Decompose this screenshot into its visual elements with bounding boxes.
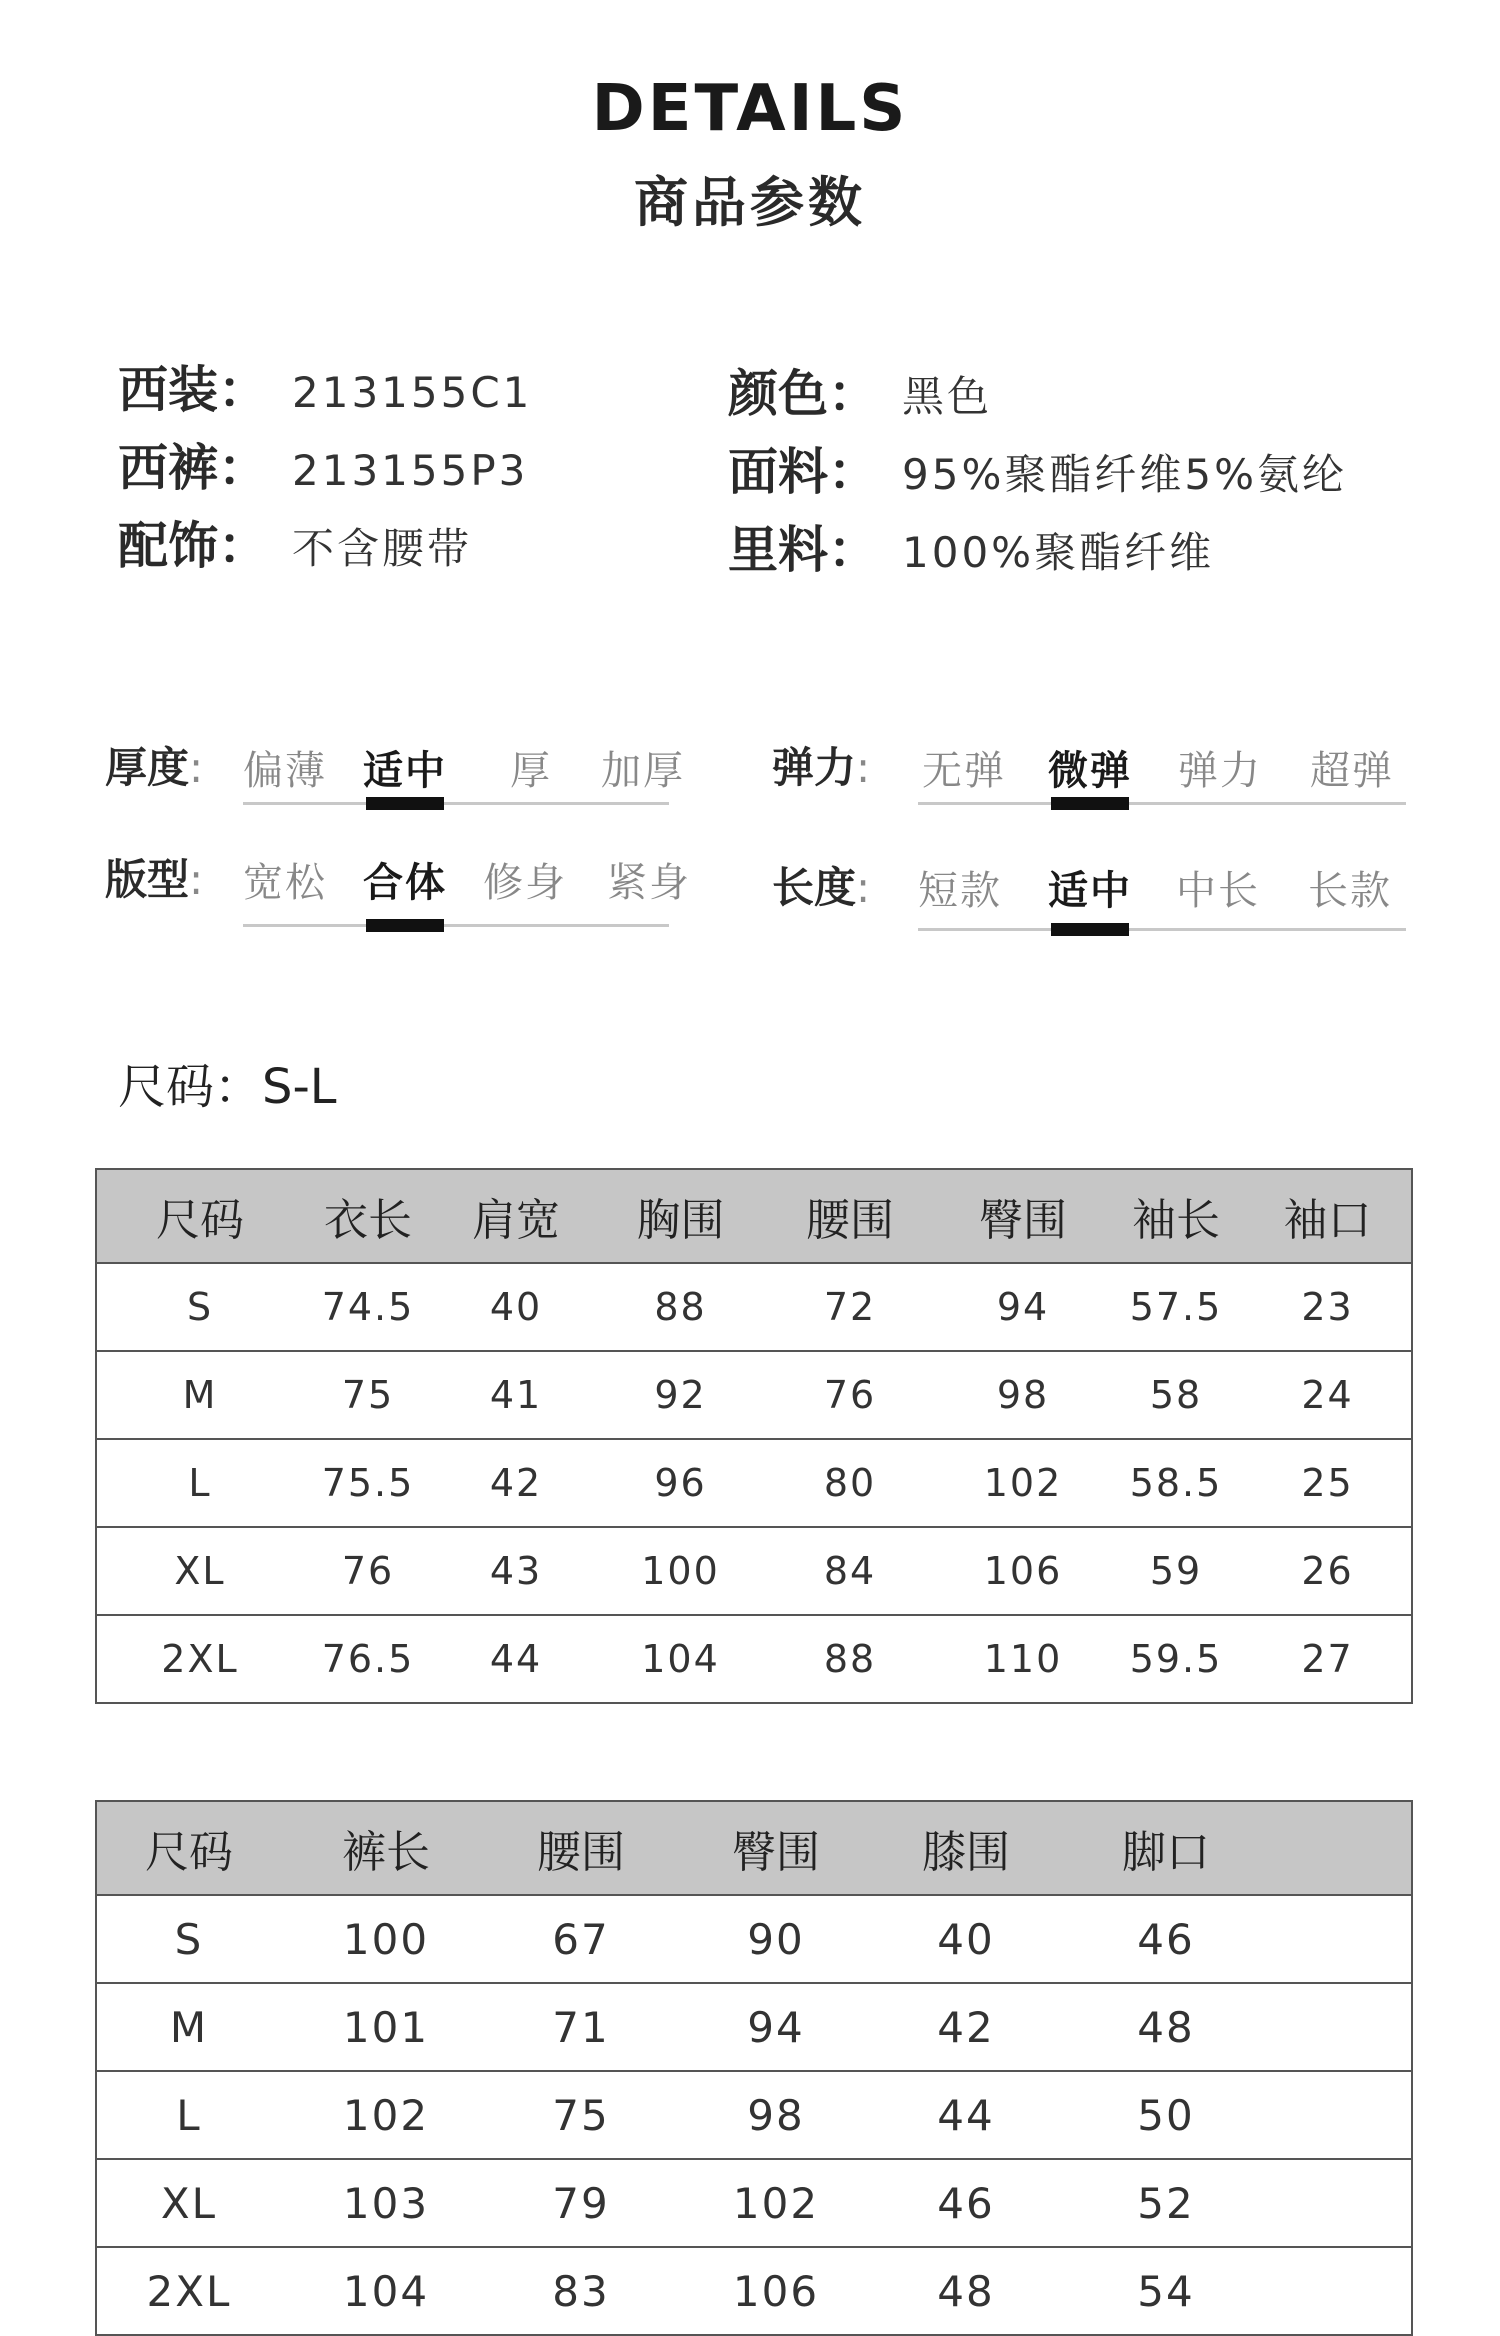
table-row <box>96 1439 1412 1527</box>
attr-option-selected[interactable]: 微弹 <box>1048 748 1132 794</box>
table-cell: 57.5 <box>1108 1263 1244 1351</box>
table-cell: 102 <box>938 1439 1108 1527</box>
attr-option-selected[interactable]: 适中 <box>1048 868 1132 914</box>
table-row <box>96 1895 1412 1983</box>
table-cell: 106 <box>938 1527 1108 1615</box>
attr-option[interactable]: 无弹 <box>922 748 1006 794</box>
table-cell: 52 <box>1051 2159 1281 2247</box>
attr-option[interactable]: 中长 <box>1176 868 1260 914</box>
attr-option[interactable]: 长款 <box>1308 868 1392 914</box>
attr-option[interactable]: 超弹 <box>1310 748 1394 794</box>
table-cell: 72 <box>762 1263 938 1351</box>
attr-track <box>918 928 1406 931</box>
table-row <box>96 1527 1412 1615</box>
table-header-cell: 袖口 <box>1244 1169 1412 1263</box>
table-cell: M <box>96 1351 303 1439</box>
info-value: 黑色 <box>902 372 993 421</box>
pants-size-table <box>95 1800 1413 2336</box>
table-cell: 76.5 <box>303 1615 433 1703</box>
table-cell: 92 <box>599 1351 762 1439</box>
table-cell: 46 <box>881 2159 1051 2247</box>
table-cell: 88 <box>599 1263 762 1351</box>
info-suit <box>118 350 532 422</box>
table-cell: 100 <box>281 1895 491 1983</box>
size-range-title: 尺码：S-L <box>118 1059 337 1115</box>
table-header-cell: 尺码 <box>96 1169 303 1263</box>
table-header-cell <box>1281 1801 1412 1895</box>
info-accessory <box>118 506 472 578</box>
table-cell: 104 <box>599 1615 762 1703</box>
table-cell: 76 <box>762 1351 938 1439</box>
info-label: 西裤： <box>118 439 268 497</box>
attr-label: 厚度: <box>105 743 204 792</box>
attr-option[interactable]: 短款 <box>918 868 1002 914</box>
attr-option-selected[interactable]: 合体 <box>363 860 447 906</box>
attr-option[interactable]: 弹力 <box>1178 748 1262 794</box>
attr-option[interactable]: 偏薄 <box>243 748 327 794</box>
attr-selected-marker <box>1051 923 1129 936</box>
info-color <box>728 354 992 426</box>
suit-size-table <box>95 1168 1413 1704</box>
attr-selected-marker <box>366 797 444 810</box>
attr-track <box>243 802 669 805</box>
table-row <box>96 1615 1412 1703</box>
table-cell: 106 <box>671 2247 881 2335</box>
table-cell: 48 <box>881 2247 1051 2335</box>
table-cell: 83 <box>491 2247 671 2335</box>
table-cell: 104 <box>281 2247 491 2335</box>
table-cell: XL <box>96 2159 281 2247</box>
attr-thickness <box>105 735 685 825</box>
table-header-cell: 尺码 <box>96 1801 281 1895</box>
table-cell: S <box>96 1895 281 1983</box>
attr-option[interactable]: 厚 <box>510 748 552 794</box>
table-cell: 84 <box>762 1527 938 1615</box>
table-cell: L <box>96 1439 303 1527</box>
table-cell: 75 <box>303 1351 433 1439</box>
table-cell: 48 <box>1051 1983 1281 2071</box>
table-row <box>96 1351 1412 1439</box>
page-title-en: DETAILS <box>591 72 909 146</box>
info-value: 不含腰带 <box>292 524 473 573</box>
table-cell: 23 <box>1244 1263 1412 1351</box>
table-header-cell: 臀围 <box>938 1169 1108 1263</box>
attr-track <box>918 802 1406 805</box>
table-cell: 102 <box>281 2071 491 2159</box>
table-row <box>96 1263 1412 1351</box>
table-cell: 59.5 <box>1108 1615 1244 1703</box>
table-cell: 71 <box>491 1983 671 2071</box>
table-cell: 88 <box>762 1615 938 1703</box>
attr-elasticity <box>772 735 1412 825</box>
attr-label: 弹力: <box>772 743 871 792</box>
table-header-cell: 袖长 <box>1108 1169 1244 1263</box>
attr-option[interactable]: 加厚 <box>601 748 685 794</box>
attr-option[interactable]: 宽松 <box>243 860 327 906</box>
attr-length <box>772 855 1412 945</box>
attr-label: 长度: <box>772 863 871 912</box>
table-cell: 2XL <box>96 1615 303 1703</box>
table-header-row <box>96 1169 1412 1263</box>
page-title-cn: 商品参数 <box>634 171 866 234</box>
table-cell: 44 <box>433 1615 599 1703</box>
table-row <box>96 1983 1412 2071</box>
info-value: 213155P3 <box>292 446 529 495</box>
info-value: 213155C1 <box>292 368 533 417</box>
attr-fit <box>105 847 691 937</box>
table-cell: 67 <box>491 1895 671 1983</box>
table-cell: 79 <box>491 2159 671 2247</box>
table-cell: 94 <box>938 1263 1108 1351</box>
attr-option-selected[interactable]: 适中 <box>363 748 447 794</box>
table-header-cell: 肩宽 <box>433 1169 599 1263</box>
table-cell: 46 <box>1051 1895 1281 1983</box>
table-cell: 59 <box>1108 1527 1244 1615</box>
info-pants <box>118 428 528 500</box>
info-label: 配饰： <box>118 517 268 575</box>
attr-track <box>243 924 669 927</box>
info-value: 95%聚酯纤维5%氨纶 <box>902 450 1347 499</box>
table-cell: 101 <box>281 1983 491 2071</box>
table-cell: 40 <box>881 1895 1051 1983</box>
table-header-cell: 衣长 <box>303 1169 433 1263</box>
table-cell: 40 <box>433 1263 599 1351</box>
table-cell: L <box>96 2071 281 2159</box>
table-header-cell: 裤长 <box>281 1801 491 1895</box>
info-label: 西装： <box>118 361 268 419</box>
table-cell: 42 <box>881 1983 1051 2071</box>
table-cell: 100 <box>599 1527 762 1615</box>
table-cell <box>1281 1895 1412 1983</box>
table-cell <box>1281 1983 1412 2071</box>
table-cell: S <box>96 1263 303 1351</box>
table-row <box>96 2159 1412 2247</box>
table-cell: 74.5 <box>303 1263 433 1351</box>
info-label: 颜色： <box>728 365 878 423</box>
table-cell: 94 <box>671 1983 881 2071</box>
table-cell: 43 <box>433 1527 599 1615</box>
info-label: 里料： <box>728 521 878 579</box>
table-cell: 26 <box>1244 1527 1412 1615</box>
table-header-cell: 腰围 <box>491 1801 671 1895</box>
table-cell: XL <box>96 1527 303 1615</box>
table-cell: 25 <box>1244 1439 1412 1527</box>
table-cell: 98 <box>938 1351 1108 1439</box>
table-header-cell: 膝围 <box>881 1801 1051 1895</box>
attr-option[interactable]: 修身 <box>483 860 567 906</box>
table-cell: 42 <box>433 1439 599 1527</box>
table-cell: 80 <box>762 1439 938 1527</box>
table-cell: 90 <box>671 1895 881 1983</box>
table-cell: 41 <box>433 1351 599 1439</box>
info-value: 100%聚酯纤维 <box>902 528 1215 577</box>
attr-selected-marker <box>366 919 444 932</box>
table-cell: 27 <box>1244 1615 1412 1703</box>
table-cell: 98 <box>671 2071 881 2159</box>
attr-selected-marker <box>1051 797 1129 810</box>
info-fabric <box>728 432 1347 504</box>
table-cell: 2XL <box>96 2247 281 2335</box>
table-row <box>96 2071 1412 2159</box>
attr-option[interactable]: 紧身 <box>607 860 691 906</box>
table-cell: 110 <box>938 1615 1108 1703</box>
table-header-cell: 胸围 <box>599 1169 762 1263</box>
info-label: 面料： <box>728 443 878 501</box>
table-cell <box>1281 2159 1412 2247</box>
attr-label: 版型: <box>105 855 204 904</box>
table-cell: 24 <box>1244 1351 1412 1439</box>
table-header-cell: 臀围 <box>671 1801 881 1895</box>
info-lining <box>728 510 1214 582</box>
table-cell: 75.5 <box>303 1439 433 1527</box>
table-cell: 58 <box>1108 1351 1244 1439</box>
table-cell: M <box>96 1983 281 2071</box>
table-header-cell: 脚口 <box>1051 1801 1281 1895</box>
table-cell: 44 <box>881 2071 1051 2159</box>
table-cell: 75 <box>491 2071 671 2159</box>
table-cell: 58.5 <box>1108 1439 1244 1527</box>
table-cell: 54 <box>1051 2247 1281 2335</box>
table-header-cell: 腰围 <box>762 1169 938 1263</box>
table-cell <box>1281 2071 1412 2159</box>
table-cell: 103 <box>281 2159 491 2247</box>
table-header-row <box>96 1801 1412 1895</box>
table-cell: 76 <box>303 1527 433 1615</box>
table-cell: 102 <box>671 2159 881 2247</box>
table-cell: 50 <box>1051 2071 1281 2159</box>
table-cell: 96 <box>599 1439 762 1527</box>
